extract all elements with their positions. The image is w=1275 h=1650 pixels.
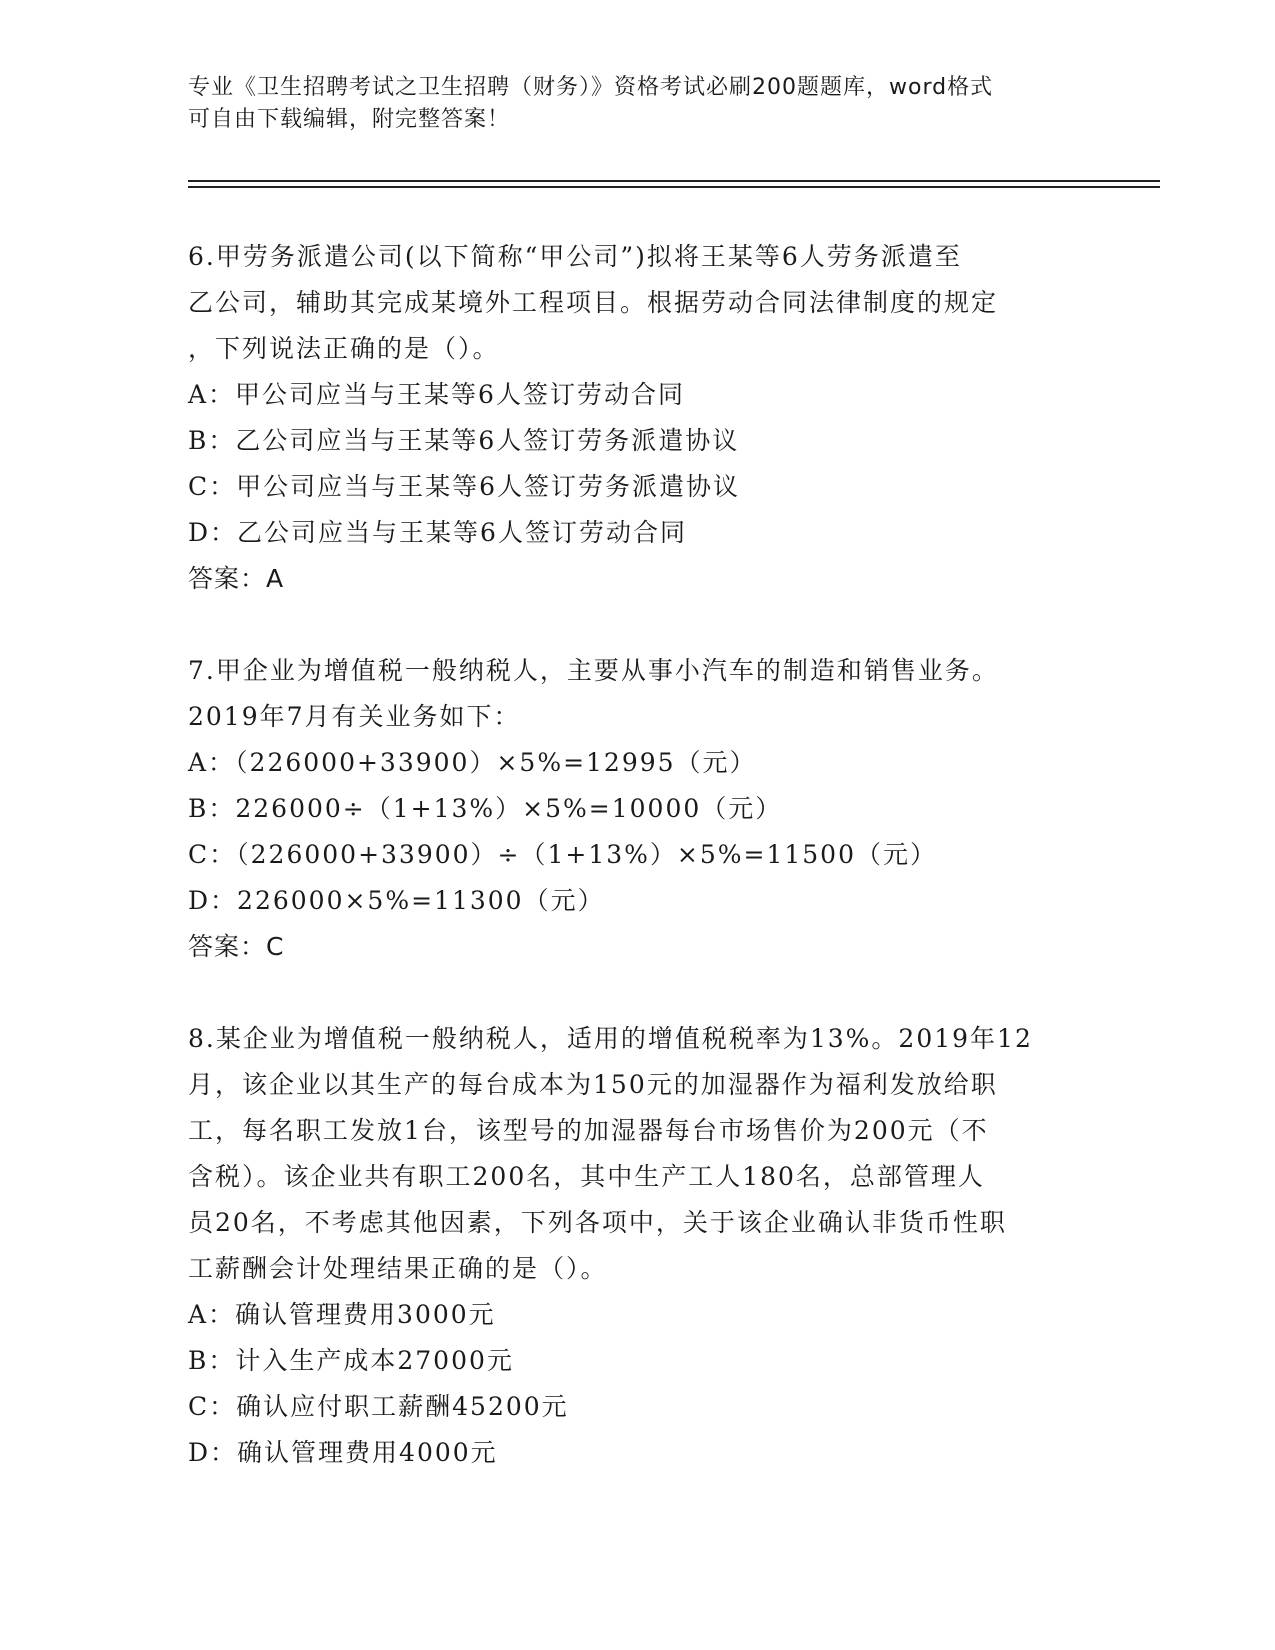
option-b: B：乙公司应当与王某等6人签订劳务派遣协议 xyxy=(188,426,740,455)
question-stem-line: 7.甲企业为增值税一般纳税人，主要从事小汽车的制造和销售业务。 xyxy=(188,656,999,685)
option-a: A：（226000+33900）×5%=12995（元） xyxy=(188,748,757,777)
answer-line: 答案：A xyxy=(188,564,285,593)
question-stem-line: 2019年7月有关业务如下： xyxy=(188,702,521,731)
question-stem-line: ，下列说法正确的是（）。 xyxy=(188,334,500,363)
option-c: C：甲公司应当与王某等6人签订劳务派遣协议 xyxy=(188,472,741,501)
option-d: D：确认管理费用4000元 xyxy=(188,1438,498,1467)
option-d: D：乙公司应当与王某等6人签订劳动合同 xyxy=(188,518,687,547)
header-line-2: 可自由下载编辑，附完整答案！ xyxy=(188,107,511,132)
question-6 xyxy=(188,234,1108,602)
header-divider-bottom xyxy=(188,186,1160,188)
option-d: D：226000×5%=11300（元） xyxy=(188,886,605,915)
question-stem-line: 乙公司，辅助其完成某境外工程项目。根据劳动合同法律制度的规定 xyxy=(188,288,999,317)
option-c: C：（226000+33900）÷（1+13%）×5%=11500（元） xyxy=(188,840,937,869)
question-stem-line: 含税）。该企业共有职工200名，其中生产工人180名，总部管理人 xyxy=(188,1162,985,1191)
question-stem-line: 6.甲劳务派遣公司(以下简称“甲公司”)拟将王某等6人劳务派遣至 xyxy=(188,242,962,271)
answer-line: 答案：C xyxy=(188,932,285,961)
question-list xyxy=(188,234,1108,1522)
question-8 xyxy=(188,1016,1108,1476)
option-c: C：确认应付职工薪酬45200元 xyxy=(188,1392,569,1421)
header-line-1: 专业《卫生招聘考试之卫生招聘（财务）》资格考试必刷200题题库，word格式 xyxy=(188,75,994,100)
question-stem-line: 员20名，不考虑其他因素，下列各项中，关于该企业确认非货币性职 xyxy=(188,1208,1007,1237)
option-a: A：确认管理费用3000元 xyxy=(188,1300,496,1329)
document-header xyxy=(188,72,1088,136)
option-a: A：甲公司应当与王某等6人签订劳动合同 xyxy=(188,380,685,409)
question-stem-line: 工薪酬会计处理结果正确的是（）。 xyxy=(188,1254,608,1283)
question-stem-line: 月，该企业以其生产的每台成本为150元的加湿器作为福利发放给职 xyxy=(188,1070,998,1099)
header-divider-top xyxy=(188,180,1160,182)
question-7 xyxy=(188,648,1108,970)
question-stem-line: 工，每名职工发放1台，该型号的加湿器每台市场售价为200元（不 xyxy=(188,1116,989,1145)
question-stem-line: 8.某企业为增值税一般纳税人，适用的增值税税率为13%。2019年12 xyxy=(188,1024,1033,1053)
option-b: B：计入生产成本27000元 xyxy=(188,1346,514,1375)
option-b: B：226000÷（1+13%）×5%=10000（元） xyxy=(188,794,783,823)
